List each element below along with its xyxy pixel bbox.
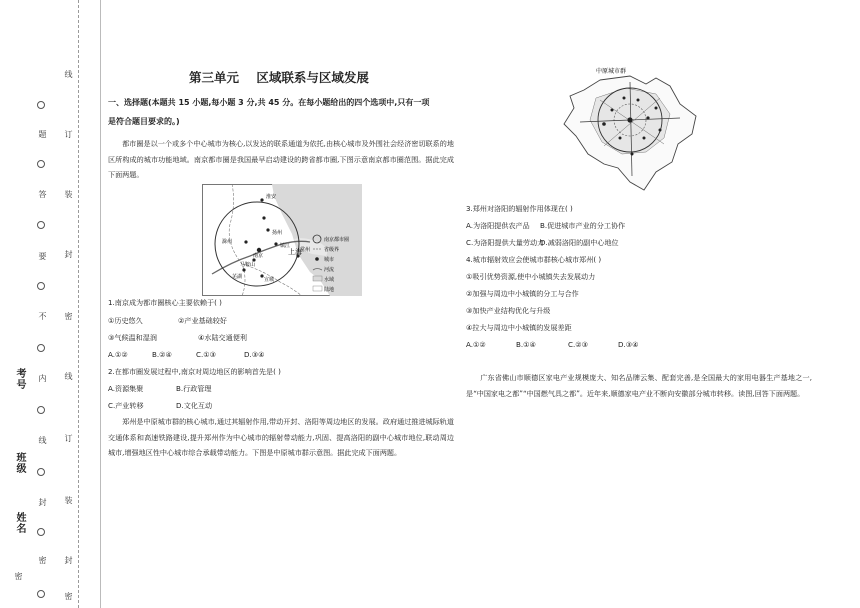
option-a[interactable]: A.为洛阳提供农产品 (466, 221, 530, 230)
question-2-options-row1 (108, 384, 212, 394)
binding-line-outer (78, 0, 79, 608)
binding-hole (37, 468, 45, 476)
legend-label: 河流 (324, 267, 335, 273)
question-4-options (466, 340, 638, 349)
passage-nanjing: 都市圈是以一个或多个中心城市为核心,以发达的联系通道为依托,由核心城市及外围社会经济密切联系的地区所构成的城市功能地域。南京都市圈是我国最早启动建设的跨省都市圈,下图示意南京都市圈范围。据此完成下面两题。 (108, 139, 454, 179)
option-d[interactable]: D.文化互动 (176, 401, 213, 410)
margin-char: 线 (64, 70, 73, 78)
margin-char: 封 (64, 250, 73, 258)
option-c[interactable]: C.①③ (196, 350, 216, 359)
option-b[interactable]: B.②④ (152, 350, 172, 359)
question-4-item: ③加快产业结构优化与升级 (466, 306, 551, 315)
section-heading-line2: 是符合题目要求的。) (108, 117, 180, 126)
option-d[interactable]: D.减弱洛阳的副中心地位 (540, 238, 619, 247)
margin-char: 题 (38, 130, 47, 138)
legend-label: 城市 (324, 257, 335, 263)
margin-char: 密 (38, 556, 47, 564)
option-c[interactable]: C.产业转移 (108, 401, 144, 410)
option-d[interactable]: D.③④ (618, 340, 639, 349)
binding-hole (37, 528, 45, 536)
option-b[interactable]: B.行政管理 (176, 384, 212, 393)
class-label: 班级 (14, 452, 25, 474)
question-1-item: ④水陆交通便利 (198, 333, 247, 342)
name-label: 姓名 (14, 512, 25, 534)
binding-hole (37, 590, 45, 598)
margin-char: 装 (64, 496, 73, 504)
binding-hole (37, 221, 45, 229)
binding-hole (37, 282, 45, 290)
margin-char: 密 (64, 592, 73, 600)
question-4-item: ①吸引优势资源,使中小城镇失去发展动力 (466, 272, 596, 281)
question-1-item: ①历史悠久 (108, 316, 143, 325)
question-3-options-row1 (466, 221, 625, 231)
map-label-xuancheng: 宣城 (264, 277, 275, 283)
option-d[interactable]: D.③④ (244, 350, 265, 359)
binding-hole (37, 101, 45, 109)
question-1-options (108, 350, 264, 359)
option-c[interactable]: C.为洛阳提供大量劳动力 (466, 238, 545, 247)
margin-char: 不 (38, 312, 47, 320)
map-label-wuhu: 芜湖 (232, 274, 243, 280)
margin-char: 装 (64, 190, 73, 198)
binding-hole (37, 160, 45, 168)
map-label-changzhou: 常州 (300, 247, 311, 253)
option-b[interactable]: B.①④ (516, 340, 536, 349)
question-4-stem: 4.城市辐射效应会使城市群核心城市郑州( ) (466, 255, 602, 264)
option-c[interactable]: C.②③ (568, 340, 588, 349)
margin-char: 密 (64, 312, 73, 320)
map-central-plains-cluster (560, 64, 702, 194)
map-label-nanjing: 南京 (253, 253, 264, 259)
question-4-item: ②加强与周边中小城镇的分工与合作 (466, 289, 579, 298)
section-heading-line1: 一、选择题(本题共 15 小题,每小题 3 分,共 45 分。在每小题给出的四个选项中,只有一项 (108, 98, 430, 107)
map-label-shanghai: 上海 (288, 248, 302, 256)
margin-char: 要 (38, 252, 47, 260)
margin-char: 封 (38, 498, 47, 506)
margin-char: 订 (64, 130, 73, 138)
passage-shunde: 广东省佛山市顺德区家电产业规模庞大、知名品牌云集、配套完善,是全国最大的家用电器生产基地之一,是“中国家电之都”“中国燃气具之都”。近年来,顺德家电产业不断向安徽部分城市转移。读图,回答下面两题。 (466, 373, 812, 398)
question-1-items-row1 (108, 316, 227, 326)
binding-hole (37, 344, 45, 352)
page-title: 第三单元 区域联系与区域发展 (189, 70, 369, 85)
question-1-items-row2 (108, 333, 247, 343)
legend-label: 省级界 (324, 247, 340, 253)
exam-number-label: 考号 (14, 368, 25, 390)
passage-zhengzhou: 郑州是中原城市群的核心城市,通过其辐射作用,带动开封、洛阳等周边地区的发展。政府通过推进城际轨道交通体系和高速铁路建设,提升郑州作为中心城市的辐射带动能力,巩固、提高洛阳的副中心城市地位,联动周边城市,增强地区性中心城市综合承载带动能力。下图是中原城市群示意图。据此完成下面两题。 (108, 417, 454, 457)
legend-label: 陆地 (324, 287, 335, 293)
question-3-stem: 3.郑州对洛阳的辐射作用体现在( ) (466, 204, 573, 213)
map-label-zhenjiang: 镇江 (280, 243, 291, 249)
margin-char: 线 (38, 436, 47, 444)
map-label-yangzhou: 扬州 (272, 230, 283, 236)
map1-legend (312, 234, 372, 296)
question-1-item: ②产业基础较好 (178, 316, 227, 325)
binding-hole (37, 406, 45, 414)
question-1-item: ③气候温和湿润 (108, 333, 157, 342)
option-a[interactable]: A.资源集聚 (108, 384, 144, 393)
question-2-options-row2 (108, 401, 212, 411)
option-a[interactable]: A.①② (108, 350, 128, 359)
question-4-item: ④拉大与周边中小城镇的发展差距 (466, 323, 572, 332)
margin-char: 封 (64, 556, 73, 564)
legend-label: 南京都市圈 (324, 237, 350, 243)
margin-char: 答 (38, 190, 47, 198)
legend-label: 水域 (324, 277, 335, 283)
map-label-huaian: 淮安 (266, 194, 277, 200)
map2-title: 中原城市群 (596, 68, 627, 75)
binding-line-inner (100, 0, 101, 608)
margin-char: 订 (64, 434, 73, 442)
option-b[interactable]: B.促进城市产业的分工协作 (540, 221, 626, 230)
margin-char: 内 (38, 374, 47, 382)
question-2-stem: 2.在都市圈发展过程中,南京对周边地区的影响首先是( ) (108, 367, 281, 376)
margin-char: 线 (64, 372, 73, 380)
question-3-options-row2 (466, 238, 619, 248)
map-label-chuzhou: 滁州 (222, 239, 233, 245)
margin-char: 密 (14, 572, 23, 580)
map-label-maanshan: 马鞍山 (240, 262, 256, 268)
option-a[interactable]: A.①② (466, 340, 486, 349)
question-1-stem: 1.南京成为都市圈核心主要依赖于( ) (108, 298, 222, 307)
